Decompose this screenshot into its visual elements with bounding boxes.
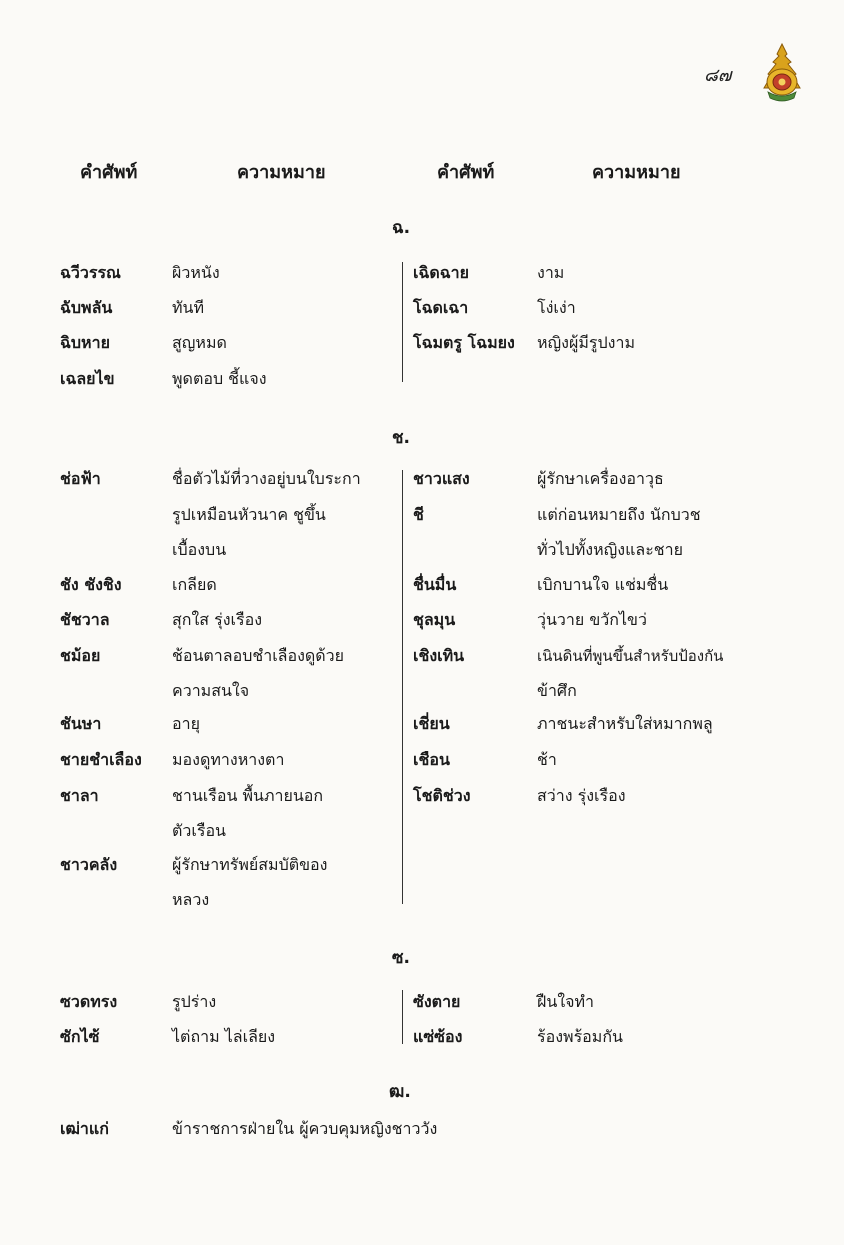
column-divider [402, 262, 403, 382]
header-meaning-2: ความหมาย [592, 162, 681, 183]
meaning: วุ่นวาย ขวักไขว่ [537, 610, 647, 629]
meaning: เบิกบานใจ แช่มชื่น [537, 575, 669, 594]
term: ช่อฟ้า [60, 469, 101, 488]
meaning: เนินดินที่พูนขึ้นสำหรับป้องกัน [537, 647, 724, 665]
meaning: สุกใส รุ่งเรือง [172, 610, 263, 629]
meaning: ตัวเรือน [172, 821, 226, 840]
term: ชม้อย [60, 646, 101, 665]
term: ชาวคลัง [60, 855, 118, 874]
section-letter: ช. [392, 428, 410, 448]
meaning: เกลียด [172, 575, 217, 594]
page-number: ๘๗ [704, 65, 732, 86]
meaning: รูปร่าง [172, 992, 217, 1011]
term: ชาวแสง [413, 469, 470, 488]
term: ซวดทรง [60, 992, 118, 1011]
term: ชี [413, 505, 424, 524]
term: โชติช่วง [413, 786, 471, 805]
meaning: เบื้องบน [172, 540, 227, 559]
term: เฒ่าแก่ [60, 1119, 109, 1138]
term: แซ่ซ้อง [413, 1027, 463, 1046]
term: ชื่นมื่น [413, 575, 457, 594]
term: เฉิดฉาย [413, 263, 470, 282]
meaning: รูปเหมือนหัวนาค ชูขึ้น [172, 505, 326, 524]
term: ซังตาย [413, 992, 461, 1011]
meaning: ผิวหนัง [172, 263, 220, 282]
meaning: ผู้รักษาเครื่องอาวุธ [537, 469, 664, 488]
term: ชุลมุน [413, 610, 456, 629]
meaning: มองดูทางหางตา [172, 750, 285, 769]
term: โฉมตรู โฉมยง [413, 333, 515, 352]
meaning: แต่ก่อนหมายถึง นักบวช [537, 505, 701, 524]
term: เฉลยไข [60, 369, 115, 388]
meaning: ทั่วไปทั้งหญิงและชาย [537, 540, 684, 559]
section-letter: ฒ. [389, 1082, 411, 1102]
term: เชิงเทิน [413, 646, 465, 665]
meaning: ช้อนตาลอบชำเลืองดูด้วย [172, 646, 345, 665]
term: ฉับพลัน [60, 298, 113, 317]
column-divider [402, 470, 403, 904]
meaning: ข้าราชการฝ่ายใน ผู้ควบคุมหญิงชาววัง [172, 1119, 438, 1138]
meaning: ร้องพร้อมกัน [537, 1027, 623, 1046]
term: ชายชำเลือง [60, 750, 142, 769]
meaning: ภาชนะสำหรับใส่หมากพลู [537, 714, 713, 733]
meaning: ไต่ถาม ไล่เลียง [172, 1027, 276, 1046]
meaning: ข้าศึก [537, 681, 577, 700]
term: ชันษา [60, 714, 102, 733]
meaning: งาม [537, 263, 565, 282]
term: ฉวีวรรณ [60, 263, 121, 282]
term: โฉดเฉา [413, 298, 469, 317]
meaning: ช้า [537, 750, 557, 769]
meaning: โง่เง่า [537, 298, 576, 317]
header-term-2: คำศัพท์ [437, 162, 495, 183]
term: ชัง ชังชิง [60, 575, 122, 594]
meaning: หญิงผู้มีรูปงาม [537, 333, 636, 352]
meaning: หลวง [172, 890, 210, 909]
header-term-1: คำศัพท์ [80, 162, 138, 183]
term: ชัชวาล [60, 610, 110, 629]
meaning: สว่าง รุ่งเรือง [537, 786, 626, 805]
meaning: อายุ [172, 714, 200, 733]
meaning: ความสนใจ [172, 681, 250, 700]
term: เชี่ยน [413, 714, 450, 733]
meaning: ชื่อตัวไม้ที่วางอยู่บนใบระกา [172, 469, 361, 488]
meaning: สูญหมด [172, 333, 227, 352]
section-letter: ซ. [392, 948, 410, 968]
term: ชาลา [60, 786, 99, 805]
meaning: ผู้รักษาทรัพย์สมบัติของ [172, 855, 328, 874]
meaning: ทันที [172, 298, 205, 317]
term: ซักไซ้ [60, 1027, 100, 1046]
term: ฉิบหาย [60, 333, 110, 352]
royal-emblem-icon [758, 42, 806, 102]
meaning: ฝืนใจทำ [537, 992, 595, 1011]
term: เชือน [413, 750, 450, 769]
meaning: ชานเรือน พื้นภายนอก [172, 786, 324, 805]
column-divider [402, 990, 403, 1044]
meaning: พูดตอบ ชี้แจง [172, 369, 267, 388]
header-meaning-1: ความหมาย [237, 162, 326, 183]
section-letter: ฉ. [392, 218, 411, 238]
